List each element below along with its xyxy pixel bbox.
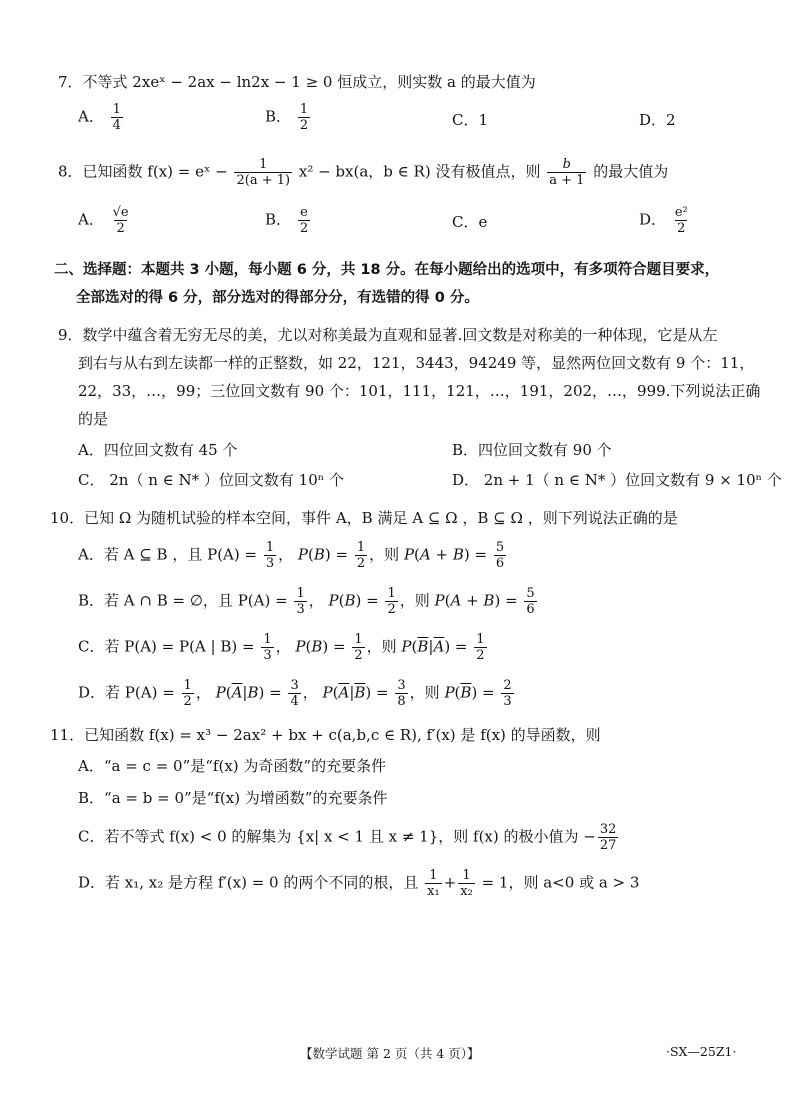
q8-option-c: C．e <box>452 213 488 231</box>
fraction: $\frac{1}{2(a + 1)}$ <box>236 157 291 188</box>
q9-option-b: B．四位回文数有 90 个 <box>452 441 612 459</box>
q8-option-b: B． $\frac{e}{2}$ <box>265 205 309 236</box>
q9-line3: 22，33，…，99；三位回文数有 90 个：101，111，121，…，191，202，…，999.下列说法正确 <box>78 382 761 400</box>
fraction: $\frac{1}{3}$ <box>296 586 305 617</box>
q8-stem: 8．已知函数 f(x) = eˣ − $\frac{1}{2(a + 1)}$ x² − bx(a，b ∈ R) 没有极值点，则 $\frac{b}{a + 1}$ 的最大值为 <box>58 157 669 188</box>
option-label: A． <box>78 107 104 126</box>
section-heading-line1: 二、选择题：本题共 3 小题，每小题 6 分，共 18 分。在每小题给出的选项中，有多项符合题目要求， <box>54 262 720 278</box>
q10-option-c: C．若 P(A) = P(A | B) = $\frac{1}{3}$ ， P(B) = $\frac{1}{2}$ ，则 $P(\overline{B}|\overline{A})$ = $\frac{1}{2}$ <box>78 632 485 663</box>
q7-stem: 7．不等式 2xeˣ − 2ax − ln2x − 1 ≥ 0 恒成立，则实数 a 的最大值为 <box>58 73 536 91</box>
q10-option-d: D．若 P(A) = $\frac{1}{2}$ ， $P(\overline{A}|B)$ = $\frac{3}{4}$ ， $P(\overline{A}|\overline{B})$ = $\frac{3}{8}$ ，则 $P(\overline{B})$ = $\frac{2}{3}$ <box>78 678 512 709</box>
q9-line2: 到右与从右到左读都一样的正整数，如 22，121，3443，94249 等，显然两位回文数有 9 个：11， <box>78 354 755 372</box>
fraction: $\frac{2}{3}$ <box>503 678 512 709</box>
q9-option-c: C． 2n（ n ∈ N* ）位回文数有 10ⁿ 个 <box>78 471 345 489</box>
fraction: $\frac{1}{2}$ <box>299 102 309 133</box>
fraction: $\frac{1}{2}$ <box>356 540 366 571</box>
fraction: $\frac{3}{4}$ <box>290 678 299 709</box>
fraction: $\frac{1}{2}$ <box>354 632 363 663</box>
option-label: B． <box>265 107 292 126</box>
fraction: $\frac{5}{6}$ <box>495 540 505 571</box>
fraction: $\frac{1}{4}$ <box>112 102 121 133</box>
q9-line4: 的是 <box>78 410 109 428</box>
fraction: $\frac{5}{6}$ <box>526 586 535 617</box>
fraction: $\frac{b}{a + 1}$ <box>549 157 585 188</box>
q11-option-d: D．若 x₁, x₂ 是方程 f′(x) = 0 的两个不同的根，且 $\frac{1}{\text{x₁}}$ + $\frac{1}{\text{x₂}}$ = 1，则 a<0 或 a > 3 <box>78 868 640 899</box>
fraction: $\frac{√e}{2}$ <box>112 205 129 236</box>
q9-option-d: D． 2n + 1（ n ∈ N* ）位回文数有 9 × 10ⁿ 个 <box>452 471 782 489</box>
q11-option-a: A．“a = c = 0”是“f(x) 为奇函数”的充要条件 <box>78 757 387 775</box>
fraction: $\frac{1}{2}$ <box>183 678 192 709</box>
q9-line1: 9．数学中蕴含着无穷无尽的美，尤以对称美最为直观和显著.回文数是对称美的一种体现，它是从左 <box>58 326 718 344</box>
fraction: $\frac{1}{\text{x₂}}$ <box>460 868 473 899</box>
fraction: $\frac{e}{2}$ <box>299 205 309 236</box>
q10-option-a: A．若 A ⊆ B ，且 P(A) = $\frac{1}{3}$ ， P(B) = $\frac{1}{2}$ ，则 P(A + B) = $\frac{5}{6}$ <box>78 540 505 571</box>
q11-option-b: B．“a = b = 0”是“f(x) 为增函数”的充要条件 <box>78 789 388 807</box>
q11-stem: 11．已知函数 f(x) = x³ − 2ax² + bx + c(a,b,c ∈ R), f′(x) 是 f(x) 的导函数，则 <box>50 726 601 744</box>
fraction: $\frac{32}{27}$ <box>599 822 617 853</box>
q10-stem: 10．已知 Ω 为随机试验的样本空间，事件 A，B 满足 A ⊆ Ω ，B ⊆ Ω ，则下列说法正确的是 <box>50 509 678 527</box>
q7-option-b <box>265 102 312 133</box>
q8-option-a: A． $\frac{√e}{2}$ <box>78 205 129 236</box>
fraction: $\frac{1}{2}$ <box>387 586 396 617</box>
fraction: $\frac{1}{\text{x₁}}$ <box>427 868 440 899</box>
fraction: $\frac{1}{3}$ <box>263 632 272 663</box>
q7-option-d: D．2 <box>639 111 676 129</box>
fraction: $\frac{1}{2}$ <box>476 632 485 663</box>
q10-option-b: B．若 A ∩ B = ∅，且 P(A) = $\frac{1}{3}$ ， P(B) = $\frac{1}{2}$ ，则 P(A + B) = $\frac{5}{6}$ <box>78 586 535 617</box>
q9-option-a: A．四位回文数有 45 个 <box>78 441 238 459</box>
fraction: $\frac{\text{e²}}{2}$ <box>674 205 688 236</box>
section-heading-line2: 全部选对的得 6 分，部分选对的得部分分，有选错的得 0 分。 <box>76 290 479 306</box>
page-footer: 【数学试题 第 2 页（共 4 页）】 <box>300 1046 480 1061</box>
q11-option-c: C．若不等式 f(x) < 0 的解集为 {x| x < 1 且 x ≠ 1}，则 f(x) 的极小值为 − $\frac{32}{27}$ <box>78 822 617 853</box>
fraction: $\frac{1}{3}$ <box>265 540 275 571</box>
fraction: $\frac{3}{8}$ <box>397 678 406 709</box>
paper-code: ·SX—25Z1· <box>666 1044 737 1059</box>
q7-option-a <box>78 102 125 133</box>
q8-option-d: D． $\frac{\text{e²}}{2}$ <box>639 205 688 236</box>
q7-option-c: C．1 <box>452 111 489 129</box>
